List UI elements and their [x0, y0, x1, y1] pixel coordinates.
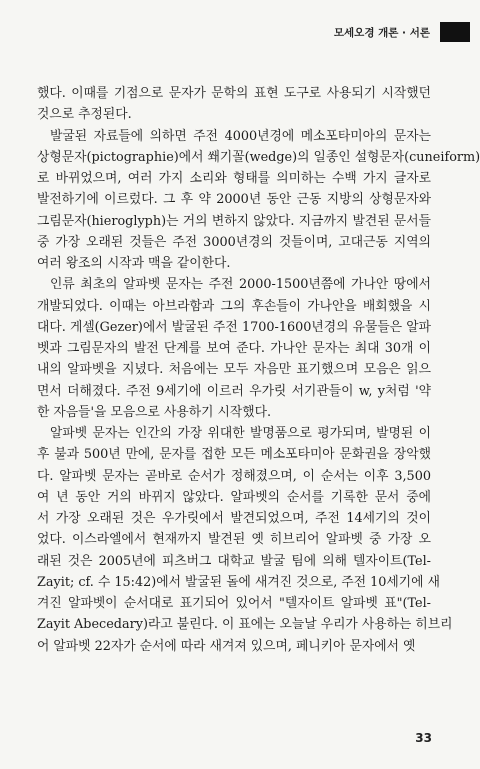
text-line: 그림문자(hieroglyph)는 거의 변하지 않았다. 지금까지 발견된 문서들: [37, 213, 431, 229]
text-line: 겨진 알파벳이 순서대로 표기되어 있어서 "텔자이트 알파벳 표"(Tel-: [37, 596, 431, 611]
paragraph: [37, 274, 431, 423]
running-header: [334, 22, 470, 42]
body-text: [37, 83, 480, 657]
text-line: 래된 것은 2005년에 피츠버그 대학교 발굴 팀에 의해 텔자이트(Tel-: [37, 553, 431, 569]
text-line: Zayit; cf. 수 15:42)에서 발굴된 돌에 새겨진 것으로, 주전 10세기에 새: [37, 574, 440, 590]
text-line: 중 가장 오래된 것들은 주전 3000년경의 것들이며, 고대근동 지역의: [37, 234, 431, 250]
text-line: Zayit Abecedary)라고 불린다. 이 표에는 오늘날 우리가 사용하는 히브리: [37, 617, 453, 633]
text-line: 서 가장 오래된 것은 우가릿에서 발견되었으며, 주전 14세기의 것이: [37, 511, 431, 526]
text-line: 벳과 그림문자의 발전 단계를 보여 준다. 가나안 문자는 최대 30개 이: [37, 341, 431, 356]
paragraph: [37, 126, 480, 275]
text-line: 내의 알파벳을 지녔다. 처음에는 모두 자음만 표기했으며 모음은 읽으: [37, 362, 431, 378]
text-line: 알파벳 문자는 인간의 가장 위대한 발명품으로 평가되며, 발명된 이: [50, 426, 431, 441]
text-line: 여러 왕조의 시작과 맥을 같이한다.: [37, 256, 231, 271]
text-line: 개발되었다. 이때는 아브라함과 그의 후손들이 가나안을 배회했을 시: [37, 298, 431, 314]
page-number: 33: [415, 731, 432, 745]
text-line: 었다. 이스라엘에서 현재까지 발견된 옛 히브리어 알파벳 중 가장 오: [37, 532, 431, 548]
text-line: 다. 알파벳 문자는 곧바로 순서가 정해졌으며, 이 순서는 이후 3,500: [37, 468, 431, 484]
text-line: 것으로 추정된다.: [37, 107, 132, 123]
text-line: 인류 최초의 알파벳 문자는 주전 2000-1500년쯤에 가나안 땅에서: [50, 277, 431, 293]
paragraph: [37, 423, 453, 657]
text-line: 한 자음들'을 모음으로 사용하기 시작했다.: [37, 404, 272, 420]
text-line: 발전하기에 이르렀다. 그 후 약 2000년 동안 근동 지방의 상형문자와: [37, 192, 431, 208]
text-line: 면서 더해졌다. 주전 9세기에 이르러 우가릿 서기관들이 w, y처럼 '약: [37, 383, 431, 399]
running-header-title: 모세오경 개론 · 서론: [333, 26, 430, 39]
text-line: 발굴된 자료들에 의하면 주전 4000년경에 메소포타미아의 문자는: [50, 128, 431, 144]
text-line: 어 알파벳 22자가 순서에 따라 새겨져 있으며, 페니키아 문자에서 옛: [37, 638, 416, 654]
text-line: 했다. 이때를 기점으로 문자가 문학의 표현 도구로 사용되기 시작했던: [37, 86, 431, 101]
text-line: 후 불과 500년 만에, 문자를 접한 모든 메소포타미아 문화권을 장악했: [37, 447, 431, 463]
text-line: 대다. 게셀(Gezer)에서 발굴된 주전 1700-1600년경의 유물들은 알파: [37, 319, 431, 335]
paragraph: [37, 83, 431, 126]
header-tab-bar: [440, 22, 470, 42]
text-line: 여 년 동안 거의 바뀌지 않았다. 알파벳의 순서를 기록한 문서 중에: [37, 489, 431, 505]
text-line: 로 바뀌었으며, 여러 가지 소리와 형태를 의미하는 수백 가지 글자로: [37, 171, 431, 186]
text-line: 상형문자(pictographie)에서 쐐기꼴(wedge)의 일종인 설형문자(cuneiform): [37, 149, 480, 165]
